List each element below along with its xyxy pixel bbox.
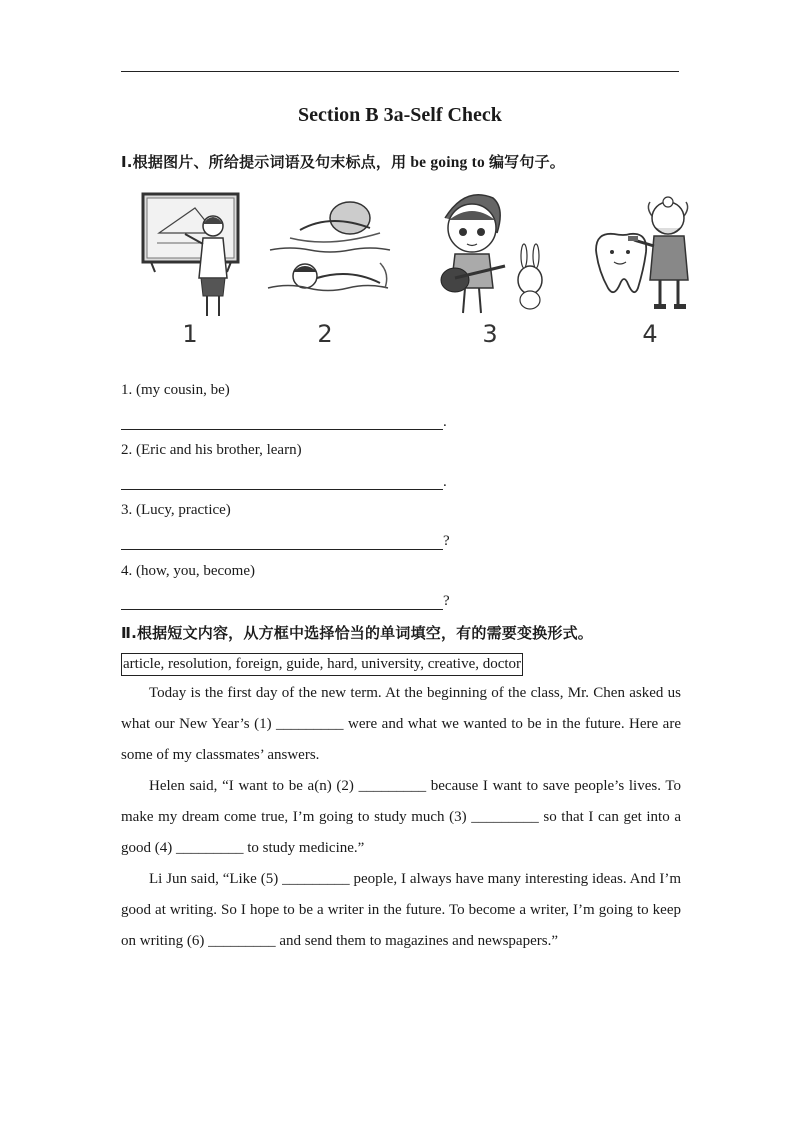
passage [121, 678, 681, 957]
question-1-prompt: 1. (my cousin, be) [121, 382, 230, 398]
passage-paragraph-2: Helen said, “I want to be a(n) (2) _________ because I want to save people’s lives. To make my dream come true, I’m going to study much (3) _________ so that I can get into a good (4) _________ to study medicine.” [121, 778, 681, 856]
word-bank-box: article, resolution, foreign, guide, hard, university, creative, doctor [121, 653, 523, 676]
part1-heading-en: be going to [406, 154, 489, 171]
swimmers-illustration [260, 188, 400, 318]
question-2-answer-line[interactable] [121, 489, 443, 490]
question-4-prompt: 4. (how, you, become) [121, 563, 255, 579]
picture-number-1: 1 [182, 320, 198, 348]
question-3-end-punct: ? [443, 533, 450, 549]
picture-number-3: 3 [482, 320, 498, 348]
passage-paragraph-3: Li Jun said, “Like (5) _________ people, I always have many interesting ideas. And I’m good at writing. So I hope to be a writer in the future. To become a writer, I’m going to keep on writing (6) _________ and send them to magazines and newspapers.” [121, 871, 681, 949]
picture-girl-guitar [425, 188, 565, 353]
picture-row [135, 188, 725, 353]
part2-heading: Ⅱ.根据短文内容，从方框中选择恰当的单词填空，有的需要变换形式。 [121, 624, 593, 642]
picture-dentist [580, 188, 720, 353]
picture-teacher [135, 188, 275, 353]
question-4-end-punct: ? [443, 593, 450, 609]
girl-guitar-illustration [425, 188, 565, 318]
part1-heading [121, 151, 565, 172]
page-title: Section B 3a-Self Check [298, 104, 502, 126]
picture-number-2: 2 [317, 320, 333, 348]
header-rule [121, 71, 679, 72]
question-1-answer-line[interactable] [121, 429, 443, 430]
part1-heading-cn: Ⅰ.根据图片、所给提示词语及句末标点，用 [121, 153, 407, 171]
passage-paragraph-1: Today is the first day of the new term. At the beginning of the class, Mr. Chen asked us what our New Year’s (1) _________ were and what we wanted to be in the future. Here are some of my classmates’ answers. [121, 685, 681, 763]
question-4-answer-line[interactable] [121, 609, 443, 610]
teacher-illustration [135, 188, 275, 318]
part1-heading-cn2: 编写句子。 [488, 153, 565, 171]
question-3-answer-line[interactable] [121, 549, 443, 550]
picture-swimmers [260, 188, 400, 353]
dentist-illustration [580, 188, 720, 318]
question-3-prompt: 3. (Lucy, practice) [121, 502, 231, 518]
question-1-end-punct: . [443, 414, 447, 430]
question-2-prompt: 2. (Eric and his brother, learn) [121, 442, 302, 458]
picture-number-4: 4 [642, 320, 658, 348]
question-2-end-punct: . [443, 474, 447, 490]
